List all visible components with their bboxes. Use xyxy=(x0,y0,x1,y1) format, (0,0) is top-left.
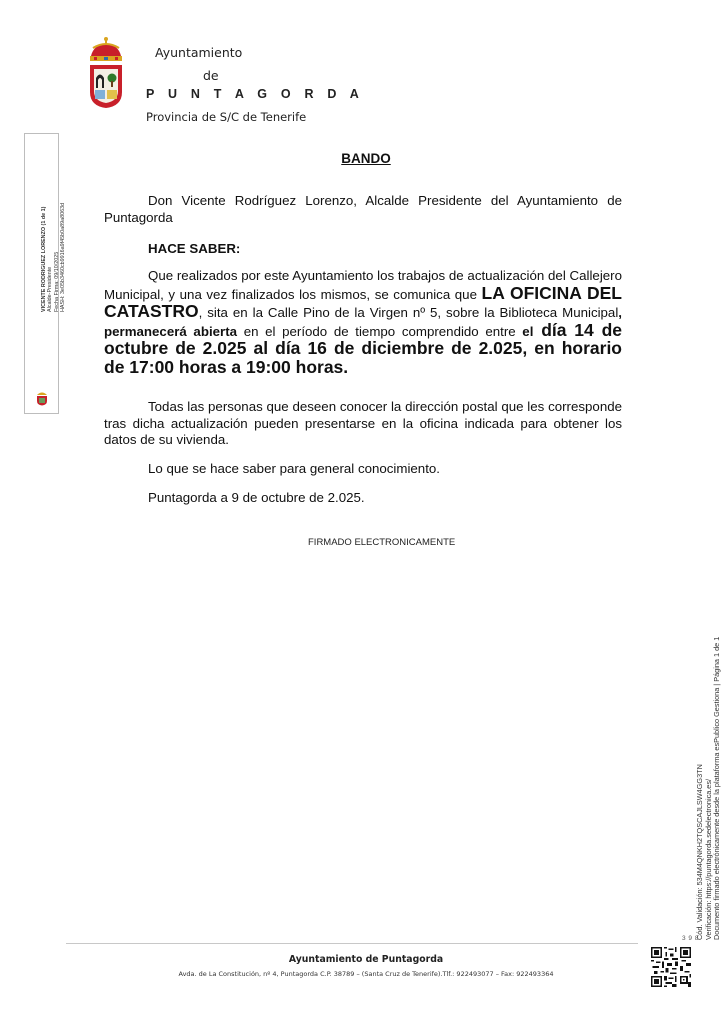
footer-address: Avda. de La Constitución, nº 4, Puntagorda C.P. 38789 – (Santa Cruz de Tenerife).Tlf.: 922493077 – Fax: 922493364 xyxy=(178,970,554,978)
verification-url[interactable]: Verificación: https://puntagorda.sedelectronica.es/ xyxy=(703,778,713,940)
signature-stamp-icon xyxy=(35,390,49,406)
validation-code: Cód. Validación: 534M4QNKH2TQSCAJLSW4GG3TN xyxy=(695,764,704,940)
announcement-paragraph xyxy=(104,268,622,377)
signed-electronically-label: FIRMADO ELECTRONICAMENTE xyxy=(308,537,456,548)
open-status: , permanecerá abierta xyxy=(104,305,622,339)
intro-paragraph: Don Vicente Rodríguez Lorenzo, Alcalde Presidente del Ayuntamiento de Puntagorda xyxy=(104,193,622,225)
place-and-date: Puntagorda a 9 de octubre de 2.025. xyxy=(148,490,365,505)
opening-period: día 14 de octubre de 2.025 al día 16 de diciembre de 2.025, en horario de 17:00 horas a 19:00 horas. xyxy=(104,319,622,377)
signature-date: Fecha Firma: 09/10/2025 xyxy=(53,251,60,312)
header-municipality-name: P U N T A G O R D A xyxy=(146,87,365,101)
municipal-coat-of-arms-icon xyxy=(86,36,126,110)
announcement-text-1: Que realizados por este Ayuntamiento los trabajos de actualización del Callejero Municipal, y una vez finalizados los mismos, se comunica que xyxy=(104,268,622,302)
footer-divider xyxy=(66,943,638,944)
info-paragraph: Todas las personas que deseen conocer la dirección postal que les corresponde tras dicha actualización pueden presentarse en la oficina indicada para obtener los datos de su vivienda. xyxy=(104,399,622,447)
office-name: LA OFICINA DEL CATASTRO xyxy=(104,282,622,321)
closing-paragraph: Lo que se hace saber para general conocimiento. xyxy=(148,461,440,476)
qr-code-icon[interactable] xyxy=(651,947,691,987)
announcement-el: el xyxy=(522,323,534,339)
hace-saber-heading: HACE SABER: xyxy=(148,241,241,256)
signer-role: Alcalde-Presidente xyxy=(47,266,54,312)
validation-details xyxy=(696,637,722,940)
header-de: de xyxy=(203,68,219,83)
signature-details xyxy=(41,203,67,312)
announcement-text-3: en el período de tiempo comprendido entre xyxy=(237,323,523,339)
signer-name: VICENTE RODRIGUEZ LORENZO (1 de 1) xyxy=(41,206,47,312)
footer-code: 3 9 8 xyxy=(682,935,699,942)
document-title: BANDO xyxy=(341,151,391,166)
header-ayuntamiento: Ayuntamiento xyxy=(155,45,243,60)
signature-hash: HASH: 3e05b3460cb9916a9f45b0a89a8063d xyxy=(60,202,67,312)
platform-page-info: Documento firmado electrónicamente desde la plataforma esPublico Gestiona | Página 1 de 1 xyxy=(712,636,722,940)
announcement-text-2: , sita en la Calle Pino de la Virgen nº 5, sobre la Biblioteca Municipal xyxy=(198,305,619,320)
document-title-container xyxy=(0,150,724,168)
footer-title: Ayuntamiento de Puntagorda xyxy=(288,954,444,965)
header-province: Provincia de S/C de Tenerife xyxy=(146,110,307,124)
